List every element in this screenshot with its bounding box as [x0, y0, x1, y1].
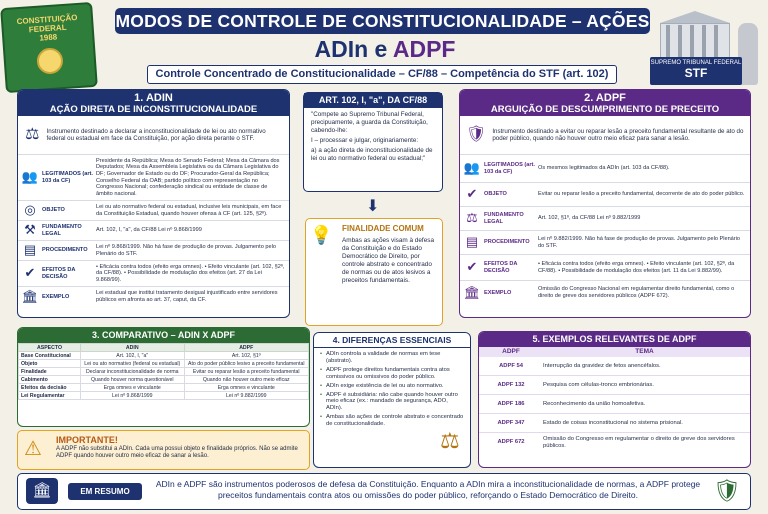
- people-icon: 👥: [21, 169, 39, 185]
- table-cell: Interrupção da gravidez de fetos anencéfalos.: [543, 362, 661, 369]
- diferencas-title: 4. DIFERENÇAS ESSENCIAIS: [314, 333, 470, 348]
- scale-icon: ⚖: [25, 126, 40, 144]
- table-cell: Quando não houver outro meio eficaz: [184, 376, 309, 384]
- adpf-row-text: Omissão do Congresso Nacional em regulamentar direito fundamental, como o direito de greve dos servidores públicos (ADPF 672).: [538, 286, 735, 299]
- subtitle-adin: ADIn: [314, 36, 369, 62]
- adin-row-label: FUNDAMENTO LEGAL: [42, 223, 82, 237]
- adin-row-text: Lei ou ato normativo federal ou estadual, inclusive leis municipais, em face da Constituição Estadual, quando houver ofensa à CF (art. 125, §2º).: [96, 203, 282, 217]
- table-header: TEMA: [635, 348, 654, 355]
- table-row: [479, 357, 750, 376]
- finalidade-box: [305, 218, 443, 326]
- shield-icon: 🛡: [466, 126, 487, 144]
- shield-icon: ✔: [466, 186, 478, 202]
- comparativo-table: [18, 343, 309, 400]
- finalidade-title: FINALIDADE COMUM: [342, 224, 424, 233]
- table-row: [19, 384, 309, 392]
- table-row: [479, 376, 750, 395]
- table-cell: ADPF 347: [497, 419, 525, 426]
- book-line-2: FEDERAL: [28, 22, 67, 35]
- subtitle-adpf: ADPF: [392, 36, 456, 62]
- table-header: ADIN: [81, 344, 185, 352]
- courthouse-icon: 🏛: [26, 478, 58, 504]
- resumo-tag: EM RESUMO: [68, 483, 142, 500]
- article-head: ART. 102, I, "a", DA CF/88: [304, 93, 442, 108]
- table-row: [479, 414, 750, 433]
- constitution-book-image: [0, 2, 98, 93]
- list-item: • ADIn exige existência de lei ou ato normativo.: [320, 383, 464, 390]
- table-row: [19, 368, 309, 376]
- table-cell: ADPF 672: [497, 439, 525, 445]
- table-cell: Finalidade: [19, 368, 81, 376]
- adin-row-label: OBJETO: [42, 207, 65, 214]
- importante-title: IMPORTANTE!: [56, 435, 118, 445]
- subtitle-sep: e: [368, 36, 393, 62]
- list-item: • Ambas são ações de controle abstrato e concentrado de constitucionalidade.: [320, 414, 464, 428]
- table-cell: Ato do poder público lesivo a preceito fundamental: [184, 360, 309, 368]
- table-cell: Erga omnes e vinculante: [184, 384, 309, 392]
- courthouse-icon: 🏛: [463, 284, 481, 300]
- adpf-row-text: Art. 102, §1º, da CF/88 Lei nº 9.882/1999: [538, 215, 641, 222]
- table-row: [19, 376, 309, 384]
- table-cell: Base Constitucional: [19, 352, 81, 360]
- scale-icon: ⚖: [440, 428, 460, 453]
- adpf-row-text: Lei nº 9.882/1999. Não há fase de produção de provas. Julgamento pelo Plenário do STF.: [538, 235, 741, 249]
- table-cell: Lei ou ato normativo (federal ou estadual): [81, 360, 185, 368]
- table-cell: Omissão do Congresso em regulamentar o direito de greve dos servidores públicos.: [543, 435, 735, 449]
- exemplos-panel: [478, 331, 751, 468]
- table-header: ADPF: [502, 348, 520, 355]
- adpf-row-label: PROCEDIMENTO: [484, 239, 530, 246]
- adpf-row-label: FUNDAMENTO LEGAL: [484, 211, 524, 225]
- courthouse-icon: 🏛: [21, 288, 39, 304]
- article-line-3: a) a ação direta de inconstitucionalidade de lei ou ato normativo federal ou estadual;": [311, 147, 433, 162]
- comparativo-title: 3. COMPARATIVO – ADIN X ADPF: [18, 328, 309, 343]
- table-cell: Evitar ou reparar lesão a preceito fundamental: [184, 368, 309, 376]
- target-icon: ◎: [24, 202, 36, 218]
- table-header: ASPECTO: [19, 344, 81, 352]
- adpf-title: 2. ADPF: [584, 92, 626, 104]
- adin-row-label: LEGITIMADOS (art. 103 da CF): [42, 170, 93, 184]
- table-cell: Objeto: [19, 360, 81, 368]
- adin-intro: Instrumento destinado a declarar a inconstitucionalidade de lei ou ato normativo federal ou estadual em face da Constituição, por ação direta perante o STF.: [46, 127, 266, 142]
- adin-row-label: PROCEDIMENTO: [42, 247, 88, 254]
- adpf-row-text: • Eficácia contra todos (efeito erga omnes). • Efeito vinculante (art. 102, §2º, da CF/88). • Possibilidade de modulação dos efeitos (art. 11 da Lei 9.882/99).: [538, 260, 735, 274]
- table-cell: Quando houver norma questionável: [81, 376, 185, 384]
- shield-icon: 🛡: [713, 478, 741, 503]
- article-line-2: I – processar e julgar, originariamente:: [311, 137, 419, 144]
- adpf-row-text: Evitar ou reparar lesão a preceito fundamental, decorrente de ato do poder público.: [538, 191, 745, 198]
- book-line-3: 1988: [39, 32, 58, 43]
- table-cell: Art. 102, §1º: [184, 352, 309, 360]
- finalidade-text: Ambas as ações visam à defesa da Constituição e do Estado Democrático de Direito, por controle abstrato e concentrado de normas ou de atos lesivos a preceitos fundamentais.: [342, 237, 434, 284]
- document-icon: ▤: [23, 242, 37, 258]
- bulb-icon: 💡: [310, 225, 333, 245]
- adin-title: 1. ADIN: [134, 92, 173, 104]
- table-cell: Declarar inconstitucionalidade de norma: [81, 368, 185, 376]
- check-icon: ✔: [466, 259, 478, 275]
- list-item: • ADIn controla a validade de normas em tese (abstrato).: [320, 351, 464, 365]
- warning-icon: ⚠: [24, 438, 42, 460]
- adin-row-text: • Eficácia contra todos (efeito erga omnes). • Efeito vinculante (art. 102, §2º, da CF/88). • Possibilidade de modulação dos efeitos (art. 27 da Lei 9.868/99).: [96, 263, 285, 283]
- adpf-row-label: EXEMPLO: [484, 289, 512, 296]
- table-cell: Lei nº 9.882/1999: [184, 392, 309, 400]
- table-cell: Reconhecimento da união homoafetiva.: [543, 400, 646, 407]
- table-cell: ADPF 132: [497, 381, 525, 388]
- stf-plate-line-1: SUPREMO TRIBUNAL FEDERAL: [650, 60, 742, 66]
- stf-building-image: [650, 5, 762, 91]
- article-line-1: "Compete ao Supremo Tribunal Federal, precipuamente, a guarda da Constituição, cabendo-lhe:: [311, 111, 428, 134]
- adpf-row-label: LEGITIMADOS (art. 103 da CF): [484, 161, 535, 175]
- adin-row-text: Art. 102, I, "a", da CF/88 Lei nº 9.868/1999: [96, 227, 202, 234]
- resumo-bar: [17, 473, 751, 510]
- document-icon: ▤: [465, 234, 479, 250]
- table-cell: Pesquisa com células-tronco embrionárias.: [543, 381, 654, 388]
- table-row: [479, 433, 750, 452]
- table-cell: Lei nº 9.868/1999: [81, 392, 185, 400]
- list-item: • ADPF é subsidiária: não cabe quando houver outro meio eficaz (ex.: mandado de segurança, ADO, ADIn).: [320, 392, 464, 413]
- adin-row-label: EFEITOS DA DECISÃO: [42, 266, 76, 280]
- importante-box: [17, 430, 310, 470]
- article-box: [303, 92, 443, 192]
- table-cell: Efeitos da decisão: [19, 384, 81, 392]
- adpf-row-label: OBJETO: [484, 191, 507, 198]
- check-icon: ✔: [24, 265, 36, 281]
- table-row: [479, 395, 750, 414]
- gavel-icon: ⚒: [24, 222, 36, 238]
- adpf-row-text: Os mesmos legitimados da ADIn (art. 103 da CF/88).: [538, 165, 670, 172]
- scale-icon: ⚖: [466, 210, 478, 226]
- table-cell: Estado de coisas inconstitucional no sistema prisional.: [543, 419, 683, 426]
- brazil-seal-icon: [36, 47, 64, 75]
- table-cell: Erga omnes e vinculante: [81, 384, 185, 392]
- list-item: • ADPF protege direitos fundamentais contra atos comissivos ou omissivos do poder público.: [320, 367, 464, 381]
- adpf-intro: Instrumento destinado a evitar ou reparar lesão a preceito fundamental resultante de ato do poder público, quando não houver outro meio eficaz para sanar a lesão.: [492, 127, 744, 142]
- exemplos-title: 5. EXEMPLOS RELEVANTES DE ADPF: [479, 332, 750, 347]
- page-title: MODOS DE CONTROLE DE CONSTITUCIONALIDADE – AÇÕES: [115, 8, 650, 34]
- table-cell: Lei Regulamentar: [19, 392, 81, 400]
- book-line-1: CONSTITUIÇÃO: [16, 12, 78, 27]
- adin-panel: [17, 89, 290, 318]
- table-cell: Cabimento: [19, 376, 81, 384]
- importante-text: A ADPF não substitui a ADIn. Cada uma possui objeto e finalidade próprios. Não se admite ADPF quando houver outro meio eficaz de sanar a lesão.: [56, 446, 298, 460]
- adin-row-text: Lei estadual que institui tratamento desigual injustificado entre servidores públicos em afronta ao art. 37, caput, da CF.: [96, 290, 278, 303]
- adin-row-text: Lei nº 9.868/1999. Não há fase de produção de provas. Julgamento pelo Plenário do STF.: [96, 243, 276, 257]
- people-icon: 👥: [463, 160, 481, 176]
- adin-row-text: Presidente da República; Mesa do Senado Federal; Mesa da Câmara dos Deputados; Mesa da Assembleia Legislativa ou da Câmara Legislativa do DF; Governador de Estado ou do DF; Procurador-Geral da República; Conselho Federal da OAB; partido político com representação no Congresso Nacional; confederação sindical ou entidade de classe de âmbito nacional.: [96, 157, 280, 197]
- table-row: [19, 352, 309, 360]
- page-subtitle: [200, 36, 570, 63]
- adpf-panel: [459, 89, 751, 318]
- table-header: ADPF: [184, 344, 309, 352]
- table-cell: ADPF 186: [497, 400, 525, 407]
- comparativo-panel: [17, 327, 310, 427]
- page-tagline: Controle Concentrado de Constitucionalidade – CF/88 – Competência do STF (art. 102): [147, 65, 617, 84]
- arrow-down-icon: ⬇: [366, 198, 380, 215]
- resumo-text: ADIn e ADPF são instrumentos poderosos de defesa da Constituição. Enquanto a ADIn mira a inconstitucionalidade de normas, a ADPF protege preceitos fundamentais contra atos ou omissões do poder público, reforçando o Estado Democrático de Direito.: [155, 479, 701, 500]
- adpf-subtitle: ARGUIÇÃO DE DESCUMPRIMENTO DE PRECEITO FUNDAMENTAL: [490, 104, 720, 126]
- table-row: [19, 360, 309, 368]
- adin-row-label: EXEMPLO: [42, 293, 70, 300]
- table-row: [19, 392, 309, 400]
- adin-subtitle: AÇÃO DIRETA DE INCONSTITUCIONALIDADE: [49, 104, 258, 115]
- table-cell: Art. 102, I, "a": [81, 352, 185, 360]
- stf-plate-line-2: STF: [684, 66, 708, 80]
- table-cell: ADPF 54: [499, 362, 523, 369]
- adpf-row-label: EFEITOS DA DECISÃO: [484, 260, 518, 274]
